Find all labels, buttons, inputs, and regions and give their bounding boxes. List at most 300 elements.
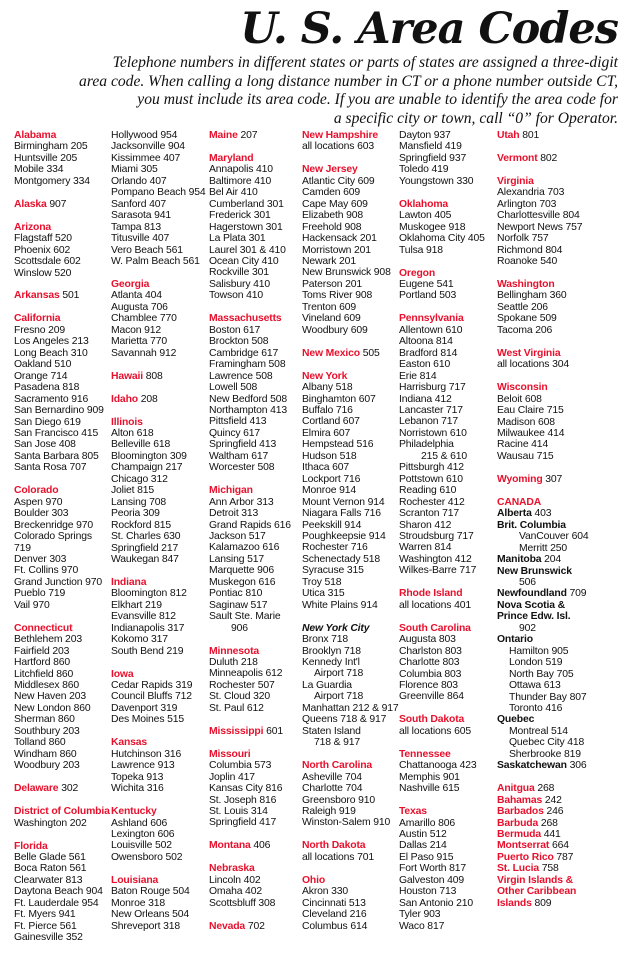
region-name: CANADA bbox=[497, 496, 542, 508]
list-item bbox=[302, 199, 399, 210]
list-item bbox=[14, 657, 110, 668]
region-heading bbox=[209, 485, 291, 496]
location-entry: Sharon 412 bbox=[399, 519, 452, 531]
section-spacer bbox=[497, 164, 589, 176]
location-entry: Kalamazoo 616 bbox=[209, 542, 280, 554]
region-name: Virgin Islands & bbox=[497, 874, 573, 886]
list-item bbox=[399, 141, 485, 152]
region-name: Maryland bbox=[209, 152, 254, 164]
list-item bbox=[111, 313, 206, 324]
list-item bbox=[209, 439, 291, 450]
region-name: Texas bbox=[399, 806, 427, 818]
section-spacer bbox=[302, 829, 399, 841]
region-name: North Carolina bbox=[302, 760, 373, 772]
list-item bbox=[399, 164, 485, 175]
list-item bbox=[497, 187, 589, 198]
intro-line: you must include its area code. If you are unable to identify the area code for bbox=[137, 91, 618, 108]
list-item bbox=[399, 818, 485, 829]
list-item bbox=[209, 817, 291, 828]
region-name: North Dakota bbox=[302, 840, 366, 852]
section-spacer bbox=[111, 359, 206, 371]
location-entry: Augusta 706 bbox=[111, 301, 168, 313]
list-item bbox=[209, 668, 291, 679]
list-item bbox=[302, 141, 399, 152]
section-spacer bbox=[111, 863, 206, 875]
list-item bbox=[14, 520, 110, 531]
list-item bbox=[209, 416, 291, 427]
list-item bbox=[209, 600, 291, 611]
location-entry: Elkhart 219 bbox=[111, 599, 162, 611]
section-spacer bbox=[111, 726, 206, 738]
location-entry: Oklahoma City 405 bbox=[399, 233, 485, 245]
location-entry: Phoenix 602 bbox=[14, 244, 71, 256]
list-item bbox=[14, 909, 110, 920]
location-entry: Council Bluffs 712 bbox=[111, 691, 192, 703]
region-name: Arkansas bbox=[14, 290, 60, 302]
list-item bbox=[14, 726, 110, 737]
location-entry: Stroudsburg 717 bbox=[399, 531, 474, 542]
location-entry: Austin 512 bbox=[399, 829, 447, 841]
location-entry: Hagerstown 301 bbox=[209, 221, 283, 233]
list-item bbox=[399, 840, 485, 851]
section-spacer bbox=[209, 852, 291, 864]
list-item bbox=[302, 737, 399, 748]
region-name: Vermont bbox=[497, 152, 538, 164]
list-item bbox=[209, 245, 291, 256]
location-entry: Chattanooga 423 bbox=[399, 760, 477, 772]
location-entry: Brockton 508 bbox=[209, 336, 269, 348]
location-entry: Cleveland 216 bbox=[302, 909, 367, 921]
list-item bbox=[302, 485, 399, 496]
list-item bbox=[497, 623, 589, 634]
list-item bbox=[14, 405, 110, 416]
list-item bbox=[302, 714, 399, 725]
list-item bbox=[14, 382, 110, 393]
list-item bbox=[399, 921, 485, 932]
region-name: Nevada bbox=[209, 920, 246, 932]
area-code: 268 bbox=[540, 817, 558, 829]
section-spacer bbox=[497, 336, 589, 348]
list-item bbox=[209, 164, 291, 175]
location-entry: Northampton 413 bbox=[209, 404, 288, 416]
list-item bbox=[497, 233, 589, 244]
region-heading bbox=[111, 806, 206, 817]
area-code: 306 bbox=[569, 760, 587, 772]
location-entry: Frederick 301 bbox=[209, 210, 271, 222]
province-heading bbox=[497, 714, 589, 725]
location-entry: Lexington 606 bbox=[111, 829, 175, 841]
list-item bbox=[111, 680, 206, 691]
section-spacer bbox=[399, 795, 485, 807]
list-item bbox=[497, 256, 589, 267]
location-entry: Elmira 607 bbox=[302, 427, 351, 439]
region-heading bbox=[497, 795, 589, 806]
list-item bbox=[497, 692, 589, 703]
area-code: 501 bbox=[62, 290, 80, 302]
region-heading bbox=[399, 749, 485, 760]
list-item bbox=[399, 428, 485, 439]
location-entry: Santa Barbara 805 bbox=[14, 450, 99, 462]
section-spacer bbox=[209, 302, 291, 314]
location-entry: Monroe 318 bbox=[111, 897, 165, 909]
list-item bbox=[302, 428, 399, 439]
list-item bbox=[399, 863, 485, 874]
location-entry: Trenton 609 bbox=[302, 301, 356, 313]
list-item bbox=[302, 634, 399, 645]
region-name: Illinois bbox=[111, 416, 143, 428]
list-item bbox=[209, 795, 291, 806]
list-item bbox=[399, 336, 485, 347]
list-item bbox=[111, 474, 206, 485]
location-entry: Hartford 860 bbox=[14, 657, 70, 669]
location-entry: South Bend 219 bbox=[111, 645, 184, 657]
list-item bbox=[111, 646, 206, 657]
location-entry: Ocean City 410 bbox=[209, 256, 279, 268]
list-item bbox=[302, 222, 399, 233]
location-entry: Owensboro 502 bbox=[111, 851, 183, 863]
location-entry: Hackensack 201 bbox=[302, 233, 377, 245]
province-name: Quebec bbox=[497, 714, 535, 726]
list-item bbox=[111, 176, 206, 187]
region-heading bbox=[497, 829, 589, 840]
location-entry: Lawrence 913 bbox=[111, 760, 175, 772]
location-entry: Ann Arbor 313 bbox=[209, 496, 274, 508]
list-item bbox=[209, 222, 291, 233]
list-item bbox=[497, 325, 589, 336]
location-entry: New Haven 203 bbox=[14, 691, 86, 703]
location-entry: Savannah 912 bbox=[111, 347, 177, 359]
list-item bbox=[399, 565, 485, 576]
area-code: 505 bbox=[362, 347, 380, 359]
location-entry: Lockport 716 bbox=[302, 473, 361, 485]
location-entry: Duluth 218 bbox=[209, 657, 258, 669]
location-entry: Pueblo 719 bbox=[14, 588, 66, 600]
region-name: Rhode Island bbox=[399, 588, 463, 600]
list-item bbox=[497, 680, 589, 691]
list-item bbox=[14, 531, 110, 542]
location-entry: Mobile 334 bbox=[14, 164, 64, 176]
province-heading bbox=[497, 566, 589, 577]
location-entry: Dallas 214 bbox=[399, 840, 447, 852]
list-item bbox=[14, 737, 110, 748]
location-entry: Columbus 614 bbox=[302, 920, 368, 932]
location-entry: San Francisco 415 bbox=[14, 427, 99, 439]
list-item bbox=[14, 875, 110, 886]
location-entry: Pittsfield 413 bbox=[209, 416, 267, 428]
list-item bbox=[209, 703, 291, 714]
list-item bbox=[302, 565, 399, 576]
location-entry: Washington 202 bbox=[14, 817, 87, 829]
location-entry: Freehold 908 bbox=[302, 221, 362, 233]
location-entry: Boca Raton 561 bbox=[14, 863, 87, 875]
list-item bbox=[302, 394, 399, 405]
list-item bbox=[14, 348, 110, 359]
list-item bbox=[209, 199, 291, 210]
region-heading bbox=[209, 130, 291, 141]
location-entry: Belleville 618 bbox=[111, 439, 171, 451]
location-entry: Boulder 303 bbox=[14, 508, 69, 520]
list-item bbox=[209, 886, 291, 897]
list-item bbox=[111, 760, 206, 771]
region-heading bbox=[302, 164, 399, 175]
list-item bbox=[209, 462, 291, 473]
column-4 bbox=[302, 130, 399, 932]
list-item bbox=[302, 279, 399, 290]
location-entry: Eugene 541 bbox=[399, 278, 454, 290]
region-heading bbox=[497, 886, 589, 897]
list-item bbox=[14, 680, 110, 691]
location-entry: Waltham 617 bbox=[209, 450, 269, 462]
list-item bbox=[399, 646, 485, 657]
location-entry: Lawrence 508 bbox=[209, 370, 273, 382]
region-name: Iowa bbox=[111, 668, 134, 680]
location-entry: Quincy 617 bbox=[209, 427, 261, 439]
area-code: 601 bbox=[266, 725, 284, 737]
list-item bbox=[399, 852, 485, 863]
location-entry: St. Cloud 320 bbox=[209, 691, 271, 703]
location-entry: Binghamton 607 bbox=[302, 393, 376, 405]
section-spacer bbox=[14, 611, 110, 623]
location-entry: Marquette 906 bbox=[209, 565, 275, 577]
location-entry: Miami 305 bbox=[111, 164, 158, 176]
location-entry: Mount Vernon 914 bbox=[302, 496, 385, 508]
location-entry: Morristown 201 bbox=[302, 244, 371, 256]
region-name: Georgia bbox=[111, 278, 150, 290]
list-item bbox=[302, 325, 399, 336]
list-item bbox=[302, 302, 399, 313]
location-entry: all locations 603 bbox=[302, 141, 374, 153]
location-entry: Harrisburg 717 bbox=[399, 382, 466, 394]
list-item bbox=[302, 772, 399, 783]
section-spacer bbox=[497, 371, 589, 383]
location-entry: Tacoma 206 bbox=[497, 324, 553, 336]
section-spacer bbox=[14, 474, 110, 486]
location-entry: Jacksonville 904 bbox=[111, 141, 185, 153]
list-item bbox=[14, 233, 110, 244]
region-heading bbox=[14, 222, 110, 233]
location-entry: Kennedy Int'l bbox=[302, 657, 360, 669]
list-item bbox=[111, 508, 206, 519]
location-entry: Ft. Lauderdale 954 bbox=[14, 897, 99, 909]
list-item bbox=[497, 531, 589, 542]
list-item bbox=[302, 577, 399, 588]
list-item bbox=[302, 921, 399, 932]
location-entry: Birmingham 205 bbox=[14, 141, 88, 153]
region-heading bbox=[497, 898, 589, 909]
region-name: Pennsylvania bbox=[399, 313, 464, 325]
list-item bbox=[399, 279, 485, 290]
location-entry: Aspen 970 bbox=[14, 496, 63, 508]
region-name: Indiana bbox=[111, 576, 147, 588]
location-entry: Omaha 402 bbox=[209, 886, 262, 898]
location-entry: Reading 610 bbox=[399, 485, 457, 497]
area-code: 307 bbox=[545, 473, 563, 485]
area-code: 802 bbox=[540, 152, 558, 164]
list-item bbox=[14, 417, 110, 428]
list-item bbox=[14, 497, 110, 508]
location-entry: Ft. Collins 970 bbox=[14, 565, 79, 577]
region-heading bbox=[14, 806, 110, 817]
location-entry: Mansfield 419 bbox=[399, 141, 462, 153]
province-name: New Brunswick bbox=[497, 565, 572, 577]
list-item bbox=[302, 210, 399, 221]
list-item bbox=[14, 669, 110, 680]
list-item bbox=[209, 783, 291, 794]
location-entry: Toronto 416 bbox=[509, 702, 563, 714]
region-heading bbox=[302, 130, 399, 141]
column-1 bbox=[14, 130, 110, 944]
location-entry: Brooklyn 718 bbox=[302, 645, 361, 657]
location-entry: Charlston 803 bbox=[399, 645, 462, 657]
list-item bbox=[399, 669, 485, 680]
list-item bbox=[111, 886, 206, 897]
section-spacer bbox=[209, 829, 291, 841]
intro-line: area code. When calling a long distance number in CT or a phone number outside CT, bbox=[79, 72, 618, 90]
location-entry: Houston 713 bbox=[399, 886, 457, 898]
list-item bbox=[111, 611, 206, 622]
list-item bbox=[209, 611, 291, 622]
list-item bbox=[302, 290, 399, 301]
list-item bbox=[111, 703, 206, 714]
location-entry: Indianapolis 317 bbox=[111, 622, 185, 634]
region-heading bbox=[111, 875, 206, 886]
location-entry: Minneapolis 612 bbox=[209, 668, 283, 680]
list-item bbox=[14, 336, 110, 347]
list-item bbox=[399, 394, 485, 405]
location-entry: Altoona 814 bbox=[399, 336, 453, 348]
section-spacer bbox=[302, 863, 399, 875]
region-name: New York bbox=[302, 370, 348, 382]
location-entry: Breckenridge 970 bbox=[14, 519, 94, 531]
location-entry: Gainesville 352 bbox=[14, 932, 83, 944]
location-entry: Long Beach 310 bbox=[14, 347, 88, 359]
region-heading bbox=[399, 199, 485, 210]
region-name: Other Caribbean bbox=[497, 886, 577, 898]
list-item bbox=[111, 462, 206, 473]
location-entry: Paterson 201 bbox=[302, 278, 363, 290]
list-item bbox=[111, 852, 206, 863]
list-item bbox=[399, 600, 485, 611]
list-item bbox=[497, 359, 589, 370]
list-item bbox=[399, 497, 485, 508]
list-item bbox=[399, 909, 485, 920]
province-heading bbox=[497, 554, 589, 565]
list-item bbox=[399, 520, 485, 531]
list-item bbox=[302, 313, 399, 324]
region-name: Louisiana bbox=[111, 874, 159, 886]
list-item bbox=[209, 554, 291, 565]
list-item bbox=[111, 818, 206, 829]
location-entry: Charlotte 704 bbox=[302, 783, 363, 795]
list-item bbox=[302, 520, 399, 531]
location-entry: Middlesex 860 bbox=[14, 680, 80, 692]
section-spacer bbox=[111, 405, 206, 417]
list-item bbox=[497, 669, 589, 680]
list-item bbox=[14, 141, 110, 152]
list-item bbox=[111, 336, 206, 347]
region-name: Minnesota bbox=[209, 645, 260, 657]
list-item bbox=[111, 325, 206, 336]
location-entry: Los Angeles 213 bbox=[14, 336, 89, 348]
list-item bbox=[111, 164, 206, 175]
list-item bbox=[14, 749, 110, 760]
list-item bbox=[302, 588, 399, 599]
column-2 bbox=[111, 130, 206, 932]
location-entry: Eau Claire 715 bbox=[497, 405, 564, 417]
list-item bbox=[302, 176, 399, 187]
list-item bbox=[302, 817, 399, 828]
location-entry: Airport 718 bbox=[314, 691, 364, 703]
location-entry: Scranton 717 bbox=[399, 508, 460, 520]
location-entry: Ft. Pierce 561 bbox=[14, 920, 77, 932]
location-entry: Winslow 520 bbox=[14, 267, 72, 279]
section-spacer bbox=[209, 737, 291, 749]
section-spacer bbox=[399, 302, 485, 314]
location-entry: Cedar Rapids 319 bbox=[111, 680, 193, 692]
location-entry: Des Moines 515 bbox=[111, 714, 184, 726]
list-item bbox=[209, 405, 291, 416]
list-item bbox=[14, 565, 110, 576]
location-entry: Huntsville 205 bbox=[14, 152, 78, 164]
location-entry: Joliet 815 bbox=[111, 485, 154, 497]
province-name: Brit. Columbia bbox=[497, 519, 566, 531]
list-item bbox=[302, 680, 399, 691]
location-entry: Bel Air 410 bbox=[209, 187, 258, 199]
list-item bbox=[14, 543, 110, 554]
section-spacer bbox=[399, 611, 485, 623]
list-item bbox=[111, 829, 206, 840]
region-heading bbox=[111, 577, 206, 588]
list-item bbox=[14, 153, 110, 164]
location-entry: Hamilton 905 bbox=[509, 645, 569, 657]
list-item bbox=[14, 325, 110, 336]
location-entry: Camden 609 bbox=[302, 187, 360, 199]
list-item bbox=[399, 233, 485, 244]
location-entry: Hudson 518 bbox=[302, 450, 357, 462]
list-item bbox=[111, 428, 206, 439]
section-spacer bbox=[399, 577, 485, 589]
list-item bbox=[14, 714, 110, 725]
location-entry: Orlando 407 bbox=[111, 175, 167, 187]
section-spacer bbox=[302, 336, 399, 348]
location-entry: Santa Rosa 707 bbox=[14, 462, 87, 474]
list-item bbox=[399, 691, 485, 702]
location-entry: Amarillo 806 bbox=[399, 817, 455, 829]
list-item bbox=[497, 451, 589, 462]
location-entry: Waco 817 bbox=[399, 920, 445, 932]
list-item bbox=[497, 577, 589, 588]
location-entry: Memphis 901 bbox=[399, 771, 460, 783]
list-item bbox=[209, 394, 291, 405]
intro-line: Telephone numbers in different states or parts of states are assigned a three-digit bbox=[112, 54, 618, 71]
region-heading bbox=[209, 313, 291, 324]
region-heading bbox=[497, 783, 589, 794]
location-entry: St. Charles 630 bbox=[111, 531, 181, 543]
list-item bbox=[399, 554, 485, 565]
region-name: Arizona bbox=[14, 221, 52, 233]
section-spacer bbox=[209, 909, 291, 921]
location-entry: Quebec City 418 bbox=[509, 737, 585, 749]
location-entry: Baton Rouge 504 bbox=[111, 886, 190, 898]
list-item bbox=[497, 210, 589, 221]
region-name: West Virginia bbox=[497, 347, 561, 359]
location-entry: Muskegon 616 bbox=[209, 576, 276, 588]
list-item bbox=[497, 749, 589, 760]
location-entry: Toledo 419 bbox=[399, 164, 449, 176]
list-item bbox=[14, 634, 110, 645]
list-item bbox=[302, 439, 399, 450]
list-item bbox=[399, 875, 485, 886]
